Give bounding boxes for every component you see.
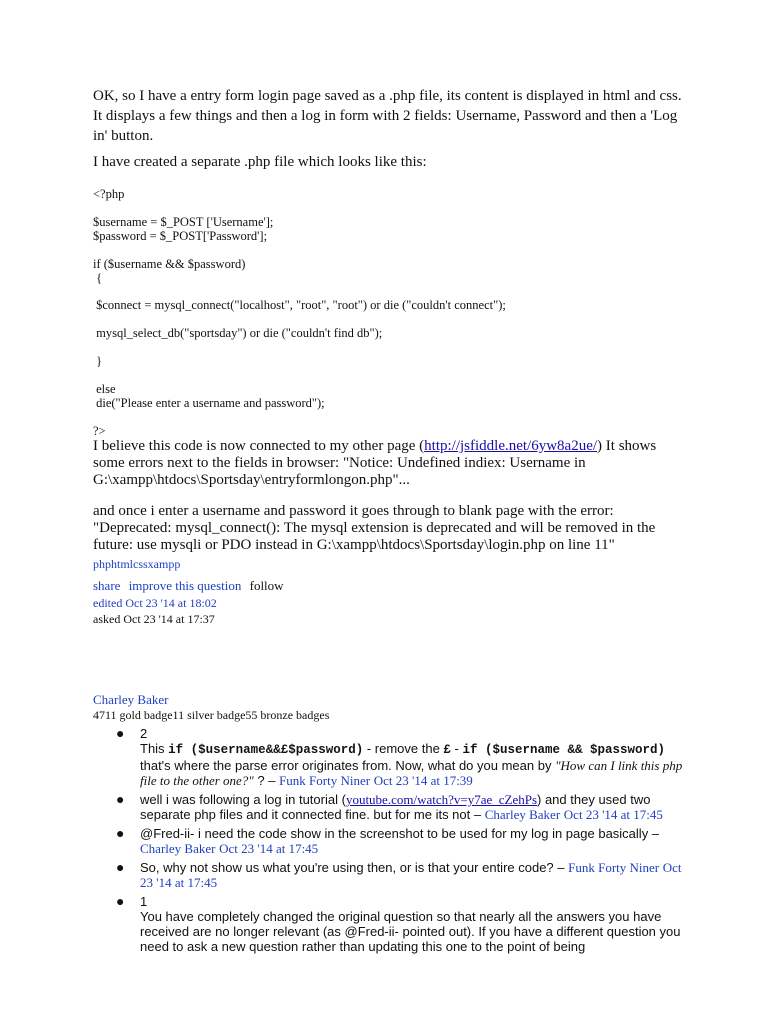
bullet-icon: ● <box>116 725 125 741</box>
comment-text: ) and they used two separate php files and it connected fine. but for me its not – <box>140 792 651 822</box>
post-actions <box>93 578 289 594</box>
youtube-link[interactable]: youtube.com/watch?v=y7ae_cZehPs <box>345 792 538 807</box>
comment-date[interactable]: Oct 23 '14 at 17:39 <box>373 773 473 788</box>
code-line-password: $password = $_POST['Password']; <box>93 229 268 243</box>
bullet-icon: ● <box>116 825 125 841</box>
user-reputation: 4711 gold badge11 silver badge55 bronze badges <box>93 708 330 722</box>
code-line-connect: $connect = mysql_connect("localhost", "root", "root") or die ("couldn't connect"); <box>93 298 506 312</box>
code-line-close: ?> <box>93 424 106 438</box>
comment-item <box>116 894 686 954</box>
comment-text: You have completely changed the original question so that nearly all the answers you have received are no longer relevant (as @Fred-ii- pointed out). If you have a different question you need to ask a new question rather than updating this one to the point of being <box>140 909 681 954</box>
comment-date[interactable]: Oct 23 '14 at 17:45 <box>219 841 319 856</box>
comment-code: if ($username && $password) <box>462 743 666 757</box>
code-line-else: else <box>93 382 116 396</box>
comment-text: So, why not show us what you're using then, or is that your entire code? – <box>140 860 569 875</box>
comment-author[interactable]: Charley Baker <box>484 807 561 822</box>
question-created-text: I have created a separate .php file which looks like this: <box>93 154 427 170</box>
comment-list <box>116 726 686 958</box>
code-line-brace-open: { <box>93 271 103 285</box>
edited-timestamp[interactable]: edited Oct 23 '14 at 18:02 <box>93 596 217 610</box>
comment-text: well i was following a log in tutorial ( <box>140 792 346 807</box>
asked-timestamp: asked Oct 23 '14 at 17:37 <box>93 612 215 626</box>
believe-text-before: I believe this code is now connected to my other page ( <box>93 438 425 454</box>
bullet-icon: ● <box>116 859 125 875</box>
comment-item <box>116 792 686 822</box>
comment-text: This <box>140 741 169 756</box>
question-tags[interactable]: phphtmlcssxampp <box>93 557 181 571</box>
comment-text: @Fred-ii- i need the code show in the screenshot to be used for my log in page basically – <box>140 826 660 841</box>
comment-code: if ($username&&£$password) <box>168 743 364 757</box>
improve-question-link[interactable]: improve this question <box>128 578 242 593</box>
question-error-text: and once i enter a username and password it goes through to blank page with the error: "Deprecated: mysql_connect(): The mysql extension is deprecated and will be removed in the future: use mysqli or PDO instead in G:\xampp\htdocs\Sportsday\login.php on line 11" <box>93 503 656 553</box>
question-intro: OK, so I have a entry form login page saved as a .php file, its content is displayed in html and css. It displays a few things and then a log in form with 2 fields: Username, Password and then a 'Log in' button. <box>93 88 682 144</box>
follow-link[interactable]: follow <box>249 578 284 593</box>
share-link[interactable]: share <box>93 578 121 593</box>
question-believe <box>93 438 683 489</box>
comment-date[interactable]: Oct 23 '14 at 17:45 <box>563 807 663 822</box>
code-line-username: $username = $_POST ['Username']; <box>93 215 274 229</box>
comment-date[interactable]: Oct 23 '14 at 17:45 <box>140 860 682 890</box>
code-line-select: mysql_select_db("sportsday") or die ("couldn't find db"); <box>93 326 383 340</box>
comment-votes: 1 <box>140 894 148 909</box>
comment-code: £ <box>443 743 451 757</box>
comment-text: - remove the <box>363 741 444 756</box>
comment-author[interactable]: Funk Forty Niner <box>568 860 660 875</box>
code-line-brace-close: } <box>93 354 103 368</box>
bullet-icon: ● <box>116 893 125 909</box>
code-line-die: die("Please enter a username and password"); <box>93 396 325 410</box>
comment-author[interactable]: Charley Baker <box>140 841 216 856</box>
comment-item <box>116 860 686 890</box>
comment-votes: 2 <box>140 726 148 741</box>
comment-text: ? – <box>253 773 280 788</box>
comment-quote: "How can I link this php file to the other one?" <box>140 758 683 788</box>
user-name[interactable]: Charley Baker <box>93 692 169 707</box>
code-line-if: if ($username && $password) <box>93 257 246 271</box>
believe-text-after: ) It shows some errors next to the fields in browser: "Notice: Undefined indiex: Username in G:\xampp\htdocs\Sportsday\entryformlongon.php"... <box>93 438 657 488</box>
code-line-open: <?php <box>93 187 125 201</box>
bullet-icon: ● <box>116 791 125 807</box>
comment-author[interactable]: Funk Forty Niner <box>279 773 371 788</box>
comment-item <box>116 826 686 856</box>
comment-item <box>116 726 686 788</box>
comment-text: that's where the parse error originates from. Now, what do you mean by <box>140 758 556 773</box>
jsfiddle-link[interactable]: http://jsfiddle.net/6yw8a2ue/ <box>424 438 598 454</box>
comment-text: - <box>450 741 463 756</box>
